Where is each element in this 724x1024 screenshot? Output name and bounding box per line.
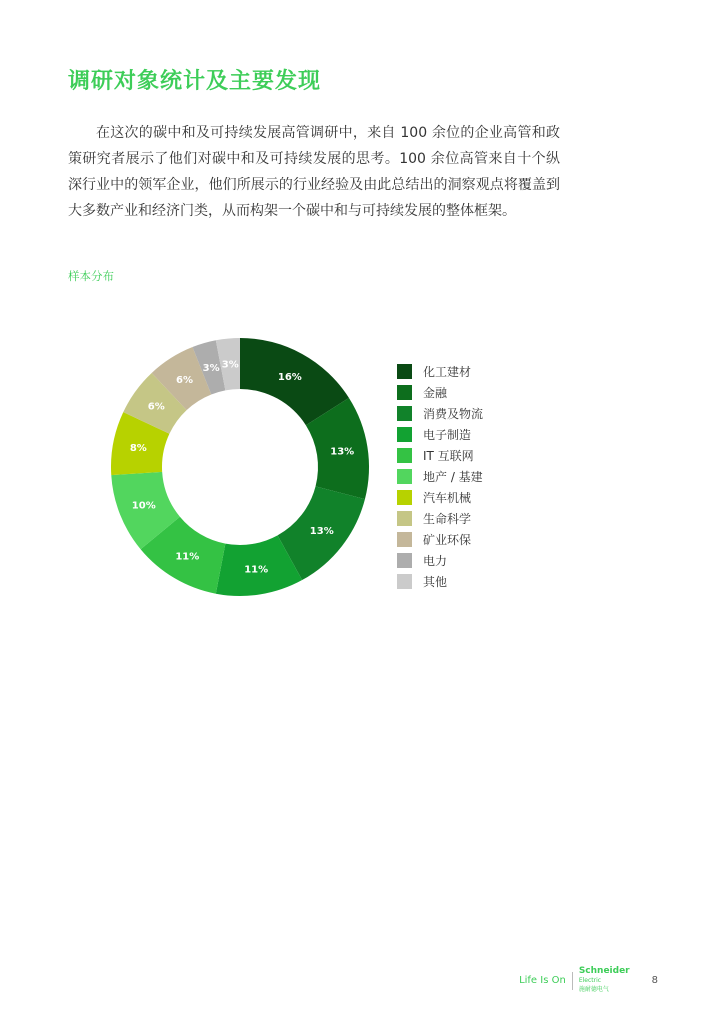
legend-swatch-7: [397, 511, 412, 526]
chart-caption: 样本分布: [68, 269, 114, 283]
legend-item-3: [397, 424, 483, 445]
legend-item-1: [397, 382, 483, 403]
brand-logo: [579, 967, 630, 994]
legend-label-8: 矿业环保: [423, 533, 472, 547]
donut-slice-label-4: 11%: [175, 551, 200, 563]
legend-swatch-4: [397, 448, 412, 463]
legend-label-7: 生命科学: [423, 512, 472, 526]
legend-label-4: IT 互联网: [423, 449, 474, 463]
legend-label-3: 电子制造: [423, 428, 472, 442]
legend-swatch-0: [397, 364, 412, 379]
legend-swatch-5: [397, 469, 412, 484]
legend-label-10: 其他: [423, 575, 448, 589]
donut-slice-label-6: 8%: [129, 443, 147, 455]
legend-item-5: [397, 466, 483, 487]
legend-item-8: [397, 529, 483, 550]
donut-slice-label-10: 3%: [221, 359, 239, 371]
legend-item-6: [397, 487, 483, 508]
page-title: 调研对象统计及主要发现: [68, 69, 322, 94]
intro-paragraph: 在这次的碳中和及可持续发展高管调研中，来自 100 余位的企业高管和政策研究者展示了他们对碳中和及可持续发展的思考。100 余位高管来自十个纵深行业中的领军企业，他们所展示的行业经验及由此总结出的洞察观点将覆盖到大多数产业和经济门类，从而构架一个碳中和与可持续发展的整体框架。: [68, 125, 560, 219]
donut-slice-label-9: 3%: [202, 363, 220, 375]
chart-legend: [397, 361, 483, 592]
legend-swatch-8: [397, 532, 412, 547]
legend-label-9: 电力: [423, 554, 448, 568]
legend-swatch-6: [397, 490, 412, 505]
donut-slice-label-0: 16%: [277, 371, 302, 383]
footer-divider: [572, 972, 573, 990]
legend-label-5: 地产 / 基建: [423, 470, 483, 484]
footer-tagline: Life Is On: [519, 975, 566, 986]
brand-cn: 施耐德电气: [578, 986, 609, 993]
legend-swatch-10: [397, 574, 412, 589]
donut-chart: [100, 330, 390, 610]
page-number: 8: [651, 975, 658, 986]
legend-item-2: [397, 403, 483, 424]
donut-slice-label-7: 6%: [147, 401, 165, 413]
legend-label-2: 消费及物流: [423, 407, 484, 421]
brand-name: Schneider: [578, 966, 630, 976]
legend-item-10: [397, 571, 483, 592]
legend-item-0: [397, 361, 483, 382]
legend-item-7: [397, 508, 483, 529]
legend-item-4: [397, 445, 483, 466]
donut-slice-label-8: 6%: [176, 375, 194, 387]
legend-label-6: 汽车机械: [423, 491, 472, 505]
legend-swatch-3: [397, 427, 412, 442]
legend-swatch-2: [397, 406, 412, 421]
legend-swatch-1: [397, 385, 412, 400]
legend-item-9: [397, 550, 483, 571]
legend-label-0: 化工建材: [423, 365, 472, 379]
footer: [519, 967, 658, 994]
legend-label-1: 金融: [423, 386, 448, 400]
donut-slice-label-2: 13%: [309, 525, 334, 537]
donut-slice-label-1: 13%: [330, 446, 355, 458]
brand-sub: Electric: [578, 977, 602, 984]
donut-slice-label-3: 11%: [244, 564, 269, 576]
legend-swatch-9: [397, 553, 412, 568]
donut-slice-label-5: 10%: [131, 500, 156, 512]
